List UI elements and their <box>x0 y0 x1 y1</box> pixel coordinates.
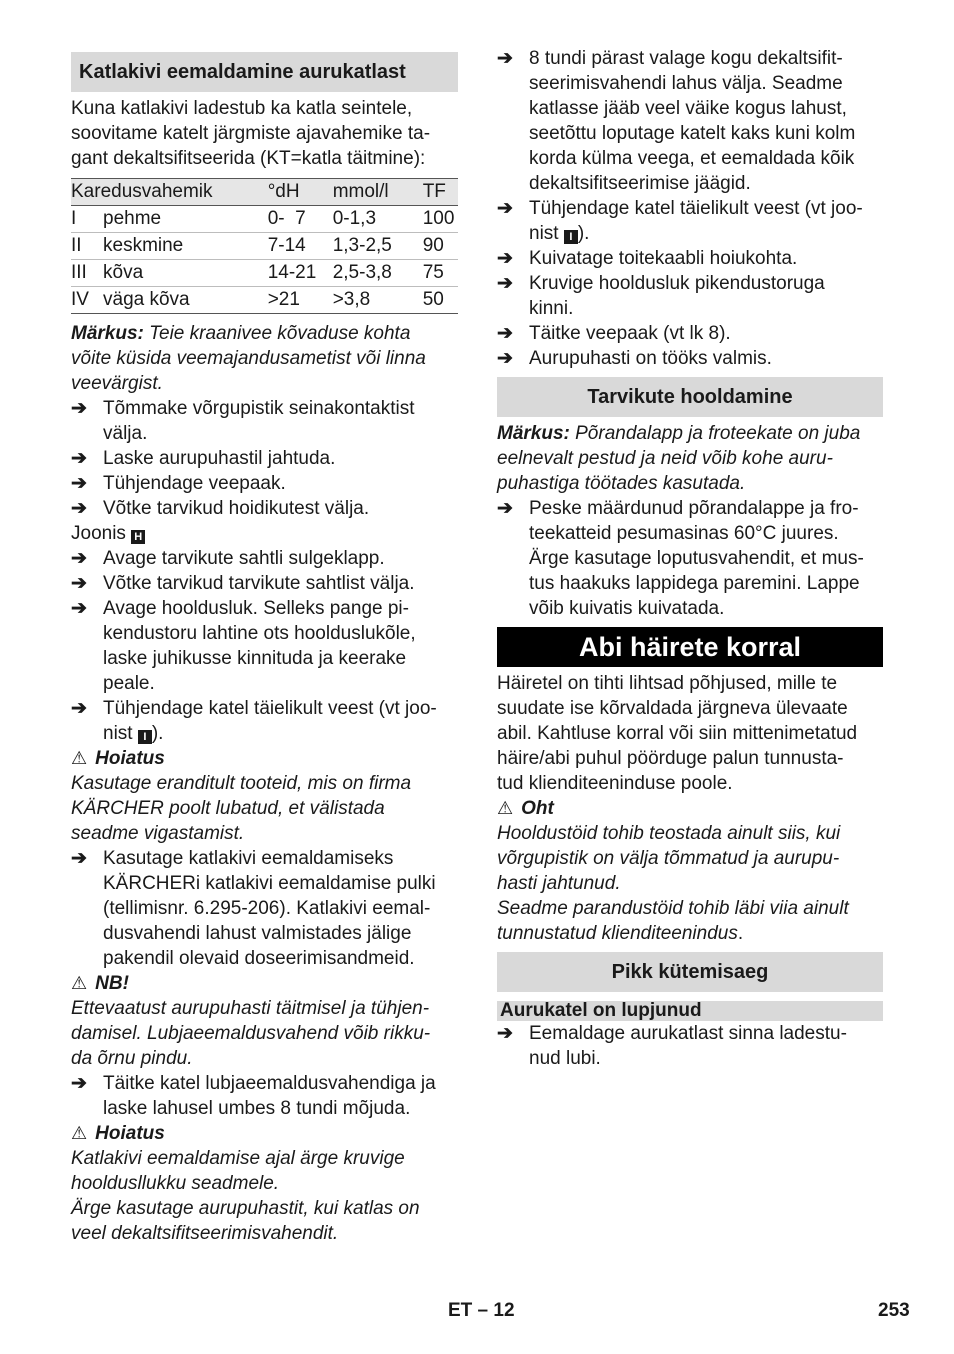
danger-line-end: . <box>737 923 744 944</box>
step-line: korda külma veega, et eemaldada kõik <box>529 148 855 169</box>
arrow-icon: ➔ <box>71 848 87 869</box>
intro-line: tud klienditeeninduse poole. <box>497 773 733 794</box>
arrow-icon: ➔ <box>497 348 513 369</box>
table-cell: 100 <box>423 206 458 233</box>
step-line: tus haakuks lappidega paremini. Lappe <box>529 573 860 594</box>
danger-line: hasti jahtunud. <box>497 873 621 894</box>
step-line: Peske määrdunud põrandalappe ja fro- <box>529 498 859 519</box>
step-line: kinni. <box>529 298 574 319</box>
warning-triangle-icon: ⚠ <box>71 1123 88 1143</box>
table-cell: 1,3-2,5 <box>333 233 423 260</box>
step-line: laske lahusel umbes 8 tundi mõjuda. <box>103 1098 411 1119</box>
arrow-icon: ➔ <box>497 1023 513 1044</box>
table-cell: pehme <box>103 206 268 233</box>
arrow-icon: ➔ <box>497 248 513 269</box>
step-line: Võtke tarvikud hoidikutest välja. <box>103 498 370 519</box>
arrow-icon: ➔ <box>497 498 513 519</box>
figure-h-symbol: H <box>131 530 145 544</box>
warning-heading <box>71 746 165 771</box>
step-line: Eemaldage aurukatlast sinna ladestu- <box>529 1023 847 1044</box>
arrow-icon: ➔ <box>71 1073 87 1094</box>
step-line: kendustoru lahtine ots hoolduslukõle, <box>103 623 416 644</box>
danger-line: võrgupistik on välja tõmmatud ja aurupu- <box>497 848 840 869</box>
note-label: Märkus: <box>71 323 144 344</box>
hardness-table <box>71 178 458 314</box>
table-cell: IV <box>71 287 103 314</box>
arrow-icon: ➔ <box>71 473 87 494</box>
table-cell: 2,5-3,8 <box>333 260 423 287</box>
warning-line: damisel. Lubjaeemaldusvahend võib rikku- <box>71 1023 431 1044</box>
warning-heading <box>71 1121 165 1146</box>
main-heading-troubleshooting: Abi häirete korral <box>497 627 883 667</box>
intro-line: gant dekaltsifitseerida (KT=katla täitmine): <box>71 148 426 169</box>
table-header-cell: Karedusvahemik <box>71 179 268 206</box>
table-cell: 7-14 <box>268 233 333 260</box>
danger-line: tunnustatud klienditeenindus <box>497 923 738 944</box>
warning-line: seadme vigastamist. <box>71 823 245 844</box>
table-row <box>71 260 458 287</box>
arrow-icon: ➔ <box>71 448 87 469</box>
table-row <box>71 287 458 314</box>
danger-title: Oht <box>521 798 554 819</box>
step-text: ). <box>577 223 590 244</box>
note-block <box>71 321 458 396</box>
warning-line: Kasutage eranditult tooteid, mis on firma <box>71 773 412 794</box>
table-cell: III <box>71 260 103 287</box>
step-line: laske juhikusse kinnituda ja keerake <box>103 648 407 669</box>
step-line: Kuivatage toitekaabli hoiukohta. <box>529 248 798 269</box>
danger-heading <box>497 796 554 821</box>
warning-line: hooldusllukku seadmele. <box>71 1173 280 1194</box>
arrow-icon: ➔ <box>497 198 513 219</box>
table-header-cell: TF <box>423 179 458 206</box>
step-line: Võtke tarvikud tarvikute sahtlist välja. <box>103 573 415 594</box>
warning-line: KÄRCHER poolt lubatud, et välistada <box>71 798 385 819</box>
warning-text <box>71 771 458 846</box>
step-line: nud lubi. <box>529 1048 601 1069</box>
arrow-icon: ➔ <box>497 273 513 294</box>
step-line: Avage tarvikute sahtli sulgeklapp. <box>103 548 385 569</box>
arrow-icon: ➔ <box>71 698 87 719</box>
step-text: ). <box>151 723 164 744</box>
step-line: 8 tundi pärast valage kogu dekaltsifit- <box>529 48 843 69</box>
warning-triangle-icon: ⚠ <box>71 748 88 768</box>
figure-i-symbol: I <box>138 730 152 744</box>
step-text: nist <box>103 723 133 744</box>
step-line: Tühjendage katel täielikult veest (vt joo- <box>103 698 437 719</box>
warning-text <box>71 1146 458 1246</box>
step-line: Täitke veepaak (vt lk 8). <box>529 323 731 344</box>
arrow-icon: ➔ <box>497 323 513 344</box>
table-cell: >21 <box>268 287 333 314</box>
subheading-scaled-boiler: Aurukatel on lupjunud <box>497 1001 883 1021</box>
step-line: Tühjendage katel täielikult veest (vt joo- <box>529 198 863 219</box>
table-cell: 50 <box>423 287 458 314</box>
step-line: Kruvige hooldusluk pikendustoruga <box>529 273 825 294</box>
warning-title: Hoiatus <box>95 748 165 769</box>
table-header-cell: °dH <box>268 179 333 206</box>
note-label: Märkus: <box>497 423 570 444</box>
intro-line: abil. Kahtluse korral või siin mittenimetatud <box>497 723 858 744</box>
table-cell: >3,8 <box>333 287 423 314</box>
step-line: dusvahendi lahust valmistades jälige <box>103 923 412 944</box>
warning-title: Hoiatus <box>95 1123 165 1144</box>
step-line: Laske aurupuhastil jahtuda. <box>103 448 336 469</box>
intro-line: Häiretel on tihti lihtsad põhjused, mille te <box>497 673 838 694</box>
table-cell: väga kõva <box>103 287 268 314</box>
table-cell: 0-1,3 <box>333 206 423 233</box>
note-text: võite küsida veemajandusametist või linna <box>71 348 426 369</box>
table-header-cell: mmol/l <box>333 179 423 206</box>
warning-title: NB! <box>95 973 129 994</box>
intro-line: suudate ise kõrvaldada järgneva ülevaate <box>497 698 848 719</box>
section-heading-descaling: Katlakivi eemaldamine aurukatlast <box>71 52 458 92</box>
step-line: Aurupuhasti on tööks valmis. <box>529 348 772 369</box>
table-cell: 14-21 <box>268 260 333 287</box>
note-text: veevärgist. <box>71 373 163 394</box>
warning-line: Katlakivi eemaldamise ajal ärge kruvige <box>71 1148 405 1169</box>
step-line: seetõttu loputage katelt kaks kuni kolm <box>529 123 856 144</box>
warning-line: da õrnu pindu. <box>71 1048 193 1069</box>
warning-triangle-icon: ⚠ <box>71 973 88 993</box>
note-block <box>497 421 883 496</box>
intro-paragraph <box>71 96 458 171</box>
note-text: puhastiga töötades kasutada. <box>497 473 746 494</box>
step-line: katlasse jääb veel väike kogus lahust, <box>529 98 847 119</box>
step-line: Täitke katel lubjaeemaldusvahendiga ja <box>103 1073 436 1094</box>
step-line: pakendil olevaid doseerimisandmeid. <box>103 948 415 969</box>
figure-reference <box>71 521 145 546</box>
intro-line: soovitame katelt järgmiste ajavahemike ta- <box>71 123 431 144</box>
step-line: peale. <box>103 673 155 694</box>
step-line: teekatteid pesumasinas 60°C juures. <box>529 523 839 544</box>
warning-text <box>71 996 458 1071</box>
table-cell: kõva <box>103 260 268 287</box>
arrow-icon: ➔ <box>71 548 87 569</box>
step-line: Kasutage katlakivi eemaldamiseks <box>103 848 394 869</box>
arrow-icon: ➔ <box>71 498 87 519</box>
troubleshooting-intro <box>497 671 883 796</box>
arrow-icon: ➔ <box>497 48 513 69</box>
footer-section-label: ET – 12 <box>448 1300 515 1321</box>
danger-text <box>497 821 883 946</box>
step-line: Tühjendage veepaak. <box>103 473 286 494</box>
table-cell: keskmine <box>103 233 268 260</box>
table-row <box>71 233 458 260</box>
step-line: võib kuivatis kuivatada. <box>529 598 725 619</box>
arrow-icon: ➔ <box>71 573 87 594</box>
table-cell: 90 <box>423 233 458 260</box>
arrow-icon: ➔ <box>71 598 87 619</box>
table-cell: 75 <box>423 260 458 287</box>
step-line: seerimisvahendi lahus välja. Seadme <box>529 73 843 94</box>
warning-line: veel dekaltsifitseerimisvahendit. <box>71 1223 339 1244</box>
note-text: eelnevalt pestud ja neid võib kohe auru- <box>497 448 833 469</box>
note-text: Teie kraanivee kõvaduse kohta <box>143 323 411 344</box>
table-header-row <box>71 179 458 206</box>
table-cell: I <box>71 206 103 233</box>
step-line: KÄRCHERi katlakivi eemaldamise pulki <box>103 873 436 894</box>
warning-triangle-icon: ⚠ <box>497 798 514 818</box>
danger-line: Seadme parandustöid tohib läbi viia ainult <box>497 898 849 919</box>
table-row <box>71 206 458 233</box>
section-heading-long-heating: Pikk kütemisaeg <box>497 952 883 992</box>
intro-line: häire/abi puhul pöörduge palun tunnusta- <box>497 748 844 769</box>
warning-line: Ärge kasutage aurupuhastit, kui katlas on <box>71 1198 420 1219</box>
step-line: välja. <box>103 423 148 444</box>
figure-i-symbol: I <box>564 230 578 244</box>
step-line: Ärge kasutage loputusvahendit, et mus- <box>529 548 864 569</box>
warning-heading <box>71 971 129 996</box>
table-cell: II <box>71 233 103 260</box>
table-cell: 0- 7 <box>268 206 333 233</box>
danger-line: Hooldustöid tohib teostada ainult siis, kui <box>497 823 841 844</box>
note-text: Põrandalapp ja froteekate on juba <box>569 423 861 444</box>
step-line: Tõmmake võrgupistik seinakontaktist <box>103 398 415 419</box>
warning-line: Ettevaatust aurupuhasti täitmisel ja tühjen- <box>71 998 430 1019</box>
step-text: nist <box>529 223 559 244</box>
arrow-icon: ➔ <box>71 398 87 419</box>
page-number: 253 <box>878 1300 910 1321</box>
figure-label: Joonis <box>71 523 126 544</box>
step-line: Avage hooldusluk. Selleks pange pi- <box>103 598 409 619</box>
intro-line: Kuna katlakivi ladestub ka katla seintele, <box>71 98 413 119</box>
step-line: (tellimisnr. 6.295-206). Katlakivi eemal- <box>103 898 431 919</box>
section-heading-accessories: Tarvikute hooldamine <box>497 377 883 417</box>
step-line: dekaltsifitseerimise jäägid. <box>529 173 751 194</box>
